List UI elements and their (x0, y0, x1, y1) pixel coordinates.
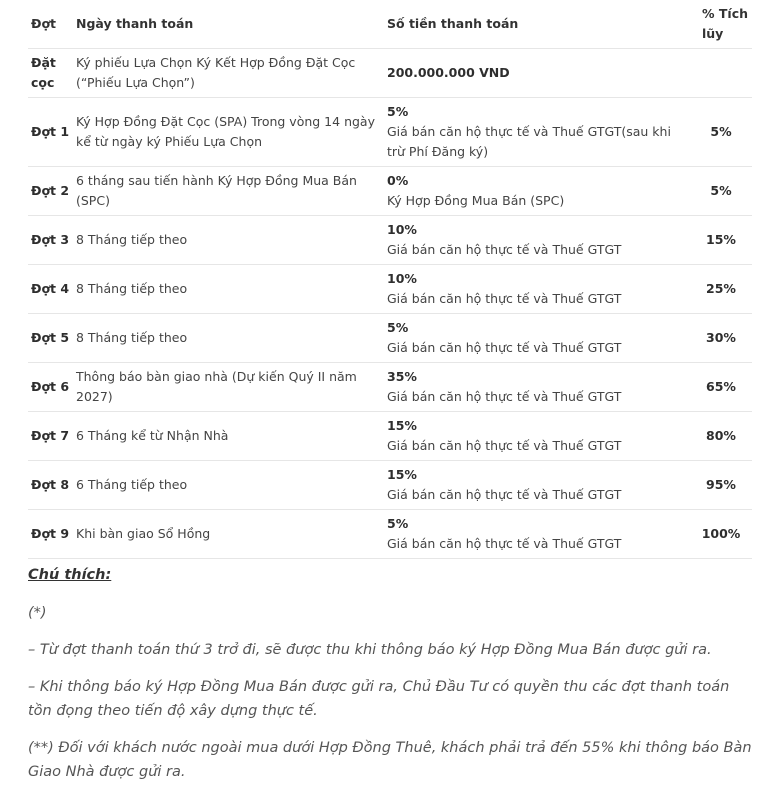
header-amount: Số tiền thanh toán (384, 0, 690, 49)
row-dot: Đợt 3 (28, 216, 73, 265)
row-amount-percent: 10% (387, 271, 417, 286)
note-item: (*) (28, 605, 47, 621)
row-date: 6 Tháng tiếp theo (73, 461, 384, 510)
row-dot: Đợt 4 (28, 265, 73, 314)
row-cumulative: 5% (690, 98, 752, 167)
note-item: – Từ đợt thanh toán thứ 3 trở đi, sẽ được thu khi thông báo ký Hợp Đồng Mua Bán được gửi ra. (28, 642, 712, 658)
table-row (28, 167, 752, 216)
table-row (28, 314, 752, 363)
row-dot: Đợt 1 (28, 98, 73, 167)
row-amount-percent: 15% (387, 467, 417, 482)
row-amount (384, 216, 690, 265)
row-dot: Đợt 5 (28, 314, 73, 363)
row-date: 8 Tháng tiếp theo (73, 314, 384, 363)
row-date: 8 Tháng tiếp theo (73, 216, 384, 265)
row-amount-description: Giá bán căn hộ thực tế và Thuế GTGT (387, 438, 622, 453)
row-amount (384, 314, 690, 363)
row-amount: 200.000.000 VND (384, 49, 690, 98)
row-amount (384, 167, 690, 216)
table-row (28, 461, 752, 510)
row-dot: Đợt 9 (28, 510, 73, 559)
table-row (28, 412, 752, 461)
row-dot: Đợt 8 (28, 461, 73, 510)
note-item: – Khi thông báo ký Hợp Đồng Mua Bán được gửi ra, Chủ Đầu Tư có quyền thu các đợt thanh toán tồn đọng theo tiến độ xây dựng thực tế. (28, 679, 730, 719)
row-amount (384, 363, 690, 412)
row-amount-percent: 15% (387, 418, 417, 433)
row-date: 6 tháng sau tiến hành Ký Hợp Đồng Mua Bán (SPC) (73, 167, 384, 216)
row-amount-percent: 0% (387, 173, 409, 188)
table-row (28, 216, 752, 265)
row-amount-percent: 10% (387, 222, 417, 237)
row-amount-percent: 35% (387, 369, 417, 384)
notes-section (28, 563, 752, 784)
row-amount-description: Ký Hợp Đồng Mua Bán (SPC) (387, 193, 565, 208)
table-row (28, 49, 752, 98)
table-row (28, 510, 752, 559)
row-cumulative: 65% (690, 363, 752, 412)
row-amount-percent: 5% (387, 104, 409, 119)
row-cumulative (690, 49, 752, 98)
table-row (28, 363, 752, 412)
row-amount-percent: 5% (387, 516, 409, 531)
row-date: 8 Tháng tiếp theo (73, 265, 384, 314)
row-amount-description: Giá bán căn hộ thực tế và Thuế GTGT(sau khi trừ Phí Đăng ký) (387, 124, 671, 159)
table-row (28, 98, 752, 167)
row-cumulative: 80% (690, 412, 752, 461)
row-cumulative: 25% (690, 265, 752, 314)
header-date: Ngày thanh toán (73, 0, 384, 49)
row-dot: Đợt 2 (28, 167, 73, 216)
row-date: Ký phiếu Lựa Chọn Ký Kết Hợp Đồng Đặt Cọc (“Phiếu Lựa Chọn”) (73, 49, 384, 98)
header-dot: Đợt (28, 0, 73, 49)
table-header-row (28, 0, 752, 49)
row-dot: Đợt 6 (28, 363, 73, 412)
row-amount (384, 461, 690, 510)
row-amount-description: Giá bán căn hộ thực tế và Thuế GTGT (387, 536, 622, 551)
row-cumulative: 15% (690, 216, 752, 265)
row-cumulative: 30% (690, 314, 752, 363)
row-amount-description: Giá bán căn hộ thực tế và Thuế GTGT (387, 340, 622, 355)
row-date: 6 Tháng kể từ Nhận Nhà (73, 412, 384, 461)
payment-table (28, 0, 752, 559)
row-date: Thông báo bàn giao nhà (Dự kiến Quý II năm 2027) (73, 363, 384, 412)
row-dot: Đợt 7 (28, 412, 73, 461)
notes-title: Chú thích: (28, 567, 112, 583)
table-row (28, 265, 752, 314)
row-amount (384, 510, 690, 559)
row-dot: Đặt cọc (28, 49, 73, 98)
row-cumulative: 95% (690, 461, 752, 510)
row-amount (384, 265, 690, 314)
row-cumulative: 5% (690, 167, 752, 216)
row-amount-description: Giá bán căn hộ thực tế và Thuế GTGT (387, 389, 622, 404)
row-amount-description: Giá bán căn hộ thực tế và Thuế GTGT (387, 487, 622, 502)
row-date: Khi bàn giao Sổ Hồng (73, 510, 384, 559)
row-date: Ký Hợp Đồng Đặt Cọc (SPA) Trong vòng 14 ngày kể từ ngày ký Phiếu Lựa Chọn (73, 98, 384, 167)
note-item: (**) Đối với khách nước ngoài mua dưới Hợp Đồng Thuê, khách phải trả đến 55% khi thông báo Bàn Giao Nhà được gửi ra. (28, 740, 752, 780)
row-amount-description: Giá bán căn hộ thực tế và Thuế GTGT (387, 291, 622, 306)
header-cumulative: % Tích lũy (690, 0, 752, 49)
row-amount-description: Giá bán căn hộ thực tế và Thuế GTGT (387, 242, 622, 257)
row-amount (384, 98, 690, 167)
row-amount (384, 412, 690, 461)
row-cumulative: 100% (690, 510, 752, 559)
row-amount-percent: 5% (387, 320, 409, 335)
